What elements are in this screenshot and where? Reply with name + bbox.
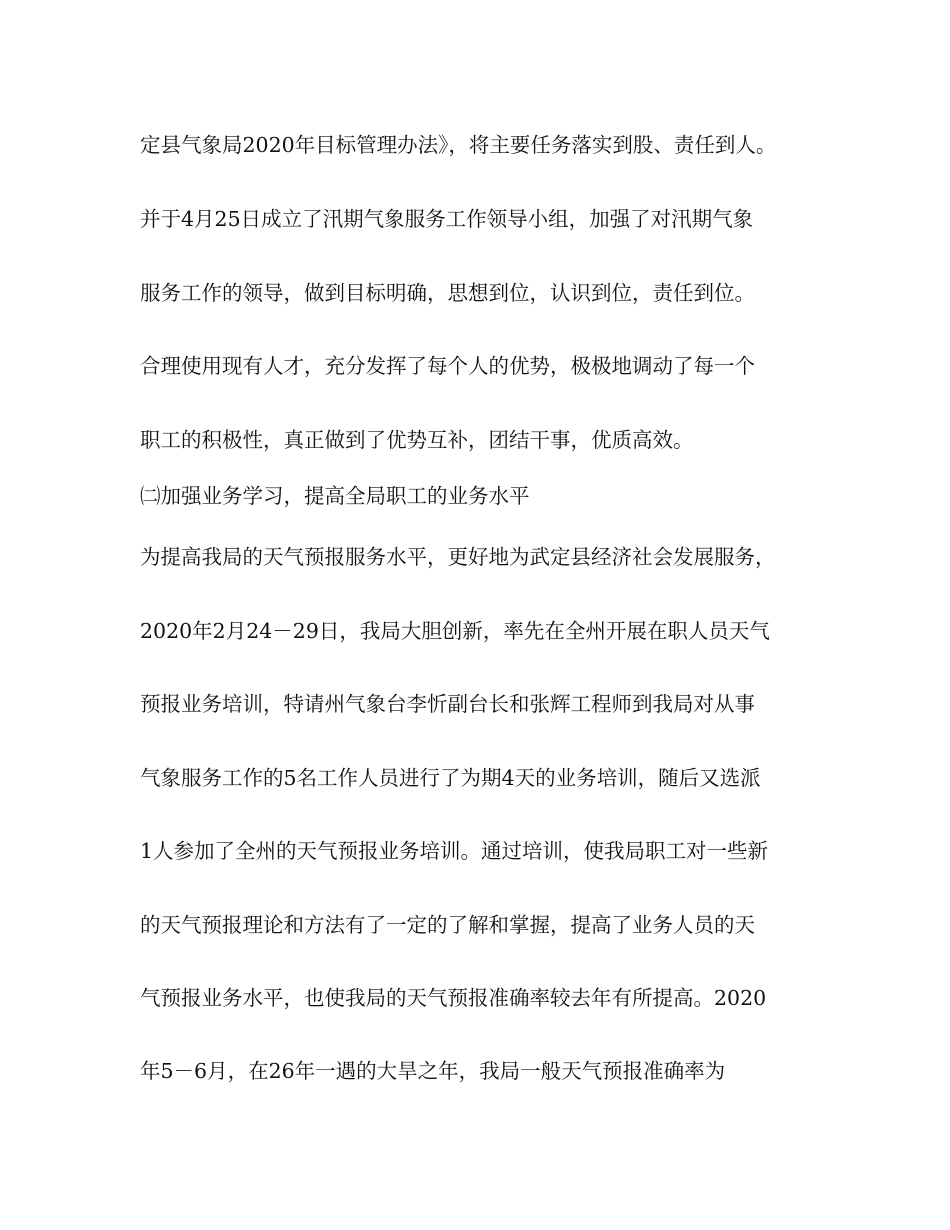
section-heading: ㈡加强业务学习，提高全局职工的业务水平 bbox=[140, 484, 530, 508]
text-line: 合理使用现有人才，充分发挥了每个人的优势，极极地调动了每一个 bbox=[140, 354, 755, 378]
text-line: 预报业务培训，特请州气象台李忻副台长和张辉工程师到我局对从事 bbox=[140, 692, 755, 716]
text-line: 职工的积极性，真正做到了优势互补，团结干事，优质高效。 bbox=[140, 428, 694, 452]
text-line: 服务工作的领导，做到目标明确，思想到位，认识到位，责任到位。 bbox=[140, 281, 755, 305]
text-line: 1人参加了全州的天气预报业务培训。通过培训，使我局职工对一些新 bbox=[140, 839, 769, 863]
text-line: 气象服务工作的5名工作人员进行了为期4天的业务培训，随后又选派 bbox=[140, 766, 761, 790]
text-line: 定县气象局2020年目标管理办法》，将主要任务落实到股、责任到人。 bbox=[140, 133, 777, 157]
text-line: 2020年2月24－29日，我局大胆创新，率先在全州开展在职人员天气 bbox=[140, 619, 770, 643]
text-line: 的天气预报理论和方法有了一定的了解和掌握，提高了业务人员的天 bbox=[140, 913, 755, 937]
text-line: 为提高我局的天气预报服务水平，更好地为武定县经济社会发展服务， bbox=[140, 545, 776, 569]
text-line: 气预报业务水平，也使我局的天气预报准确率较去年有所提高。2020 bbox=[140, 986, 767, 1010]
text-line: 年5－6月，在26年一遇的大旱之年，我局一般天气预报准确率为 bbox=[140, 1059, 726, 1083]
text-line: 并于4月25日成立了汛期气象服务工作领导小组，加强了对汛期气象 bbox=[140, 207, 754, 231]
